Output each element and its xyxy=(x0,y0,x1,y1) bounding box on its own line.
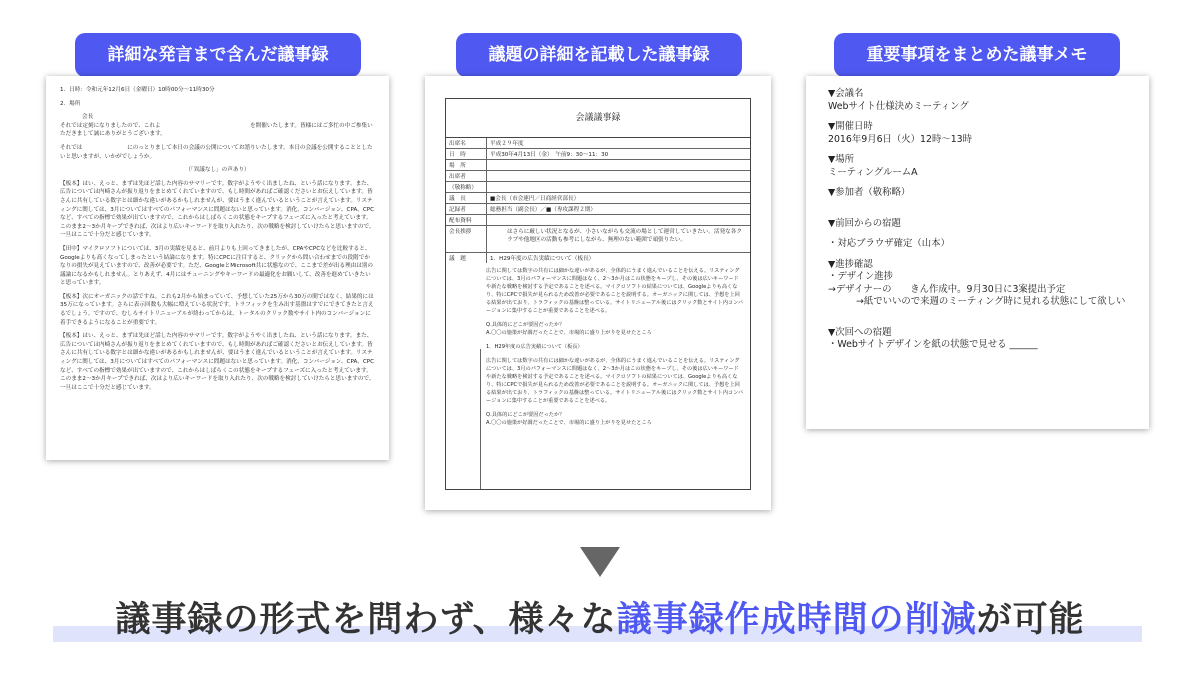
agenda-paragraph: 広告に関しては数字の共有には細かな違いがあるが、全体的にうまく進んでいることを伝える。リスティングについては、3月のパフォーマンスに問題はなく、2〜3か月はこの状態をキープし、その後は広いキーワードや新たな戦略を検討する予定であることを述べる。マイクロソフトの結果については、Googleよりも高くなり、特にCPCで損失が見られるため改善が必要であることを説明する。オーガニックに関しては、予想を上回る結果が出ており、トラフィックの基盤は整っている。サイトリニューアル後にはクリック数とサイト内コンバージョンに集中することが重要であることを述べる。 xyxy=(486,268,744,314)
form-value xyxy=(487,171,751,182)
caption-highlight: 議事録作成時間の削減 xyxy=(616,600,977,640)
form-key: 議 題 xyxy=(446,253,487,264)
agenda-minutes-document xyxy=(425,76,771,510)
memo-next-item: ・Webサイトデザインを紙の状態で見せる ______ xyxy=(828,339,1038,350)
doc1-line: 【板本】次にオーガニックの話ですね。これも2月から始まっていて、予想していた25万から30万の間ではなく、結果的には35万になっています。さらに表示回数も大幅に増えている状況です。トラフィックを生み出す基盤はすでにできてきたと言えるでしょう。ですので、むしろサイトリニューアルが終わってからは、トータルのクリック数やサイト内のコンバージョンに着手できるようになることが重要です。 xyxy=(60,293,374,326)
doc1-line: 1．日時：令和元年12月6日（金曜日）10時00分〜11時30分 xyxy=(60,87,215,93)
form-key: 出席名 xyxy=(446,138,487,149)
doc1-line: 2．場所 xyxy=(60,100,81,107)
memo-heading-name: ▼会議名 xyxy=(828,88,864,99)
doc1-line: それでは にのっとりまして本日の会議の公開についてお諮りいたします。本日の会議を公開することとしたいと思いますが、いかがでしょうか。 xyxy=(60,144,373,160)
form-key: 日 時 xyxy=(446,149,487,160)
form-key: 会長挨拶 xyxy=(446,226,487,253)
doc1-line: （「異議なし」の声あり） xyxy=(185,167,250,174)
doc1-line: 会長 xyxy=(82,114,94,121)
down-arrow-icon xyxy=(580,547,620,577)
form-key: 配布資料 xyxy=(446,215,487,226)
memo-date: 2016年9月6日（火）12時〜13時 xyxy=(828,133,973,145)
form-key: 議 長 xyxy=(446,193,487,204)
agenda-paragraph: Q.具体的にどこが要因だったか？ A.〇〇の施策が好調だったことで、市場的に盛り上がりを見せたところ xyxy=(486,322,652,336)
memo-heading-progress: ▼進捗確認 xyxy=(828,258,873,270)
memo-heading-prev: ▼前回からの宿題 xyxy=(828,217,901,229)
form-value: はさらに厳しい状況となるが、小さいながらも交流の場として運営していきたい。活発な各クラブや他地区の活動も参考にしながら、無理のない範囲で頑張りたい。 xyxy=(487,226,751,253)
memo-meeting-name: Webサイト仕様決めミーティング xyxy=(828,100,969,112)
form-value: 平成30年4月13日（金） 午前9：30〜11：30 xyxy=(487,149,751,160)
form-value xyxy=(487,160,751,171)
form-value xyxy=(487,182,751,193)
form-value: 1．H29年度の広告実績について（板長） xyxy=(490,256,595,262)
form-key: 記録者 xyxy=(446,204,487,215)
form-table xyxy=(446,138,750,263)
memo-heading-attendees: ▼参加者（敬称略） xyxy=(828,187,911,198)
form-title: 会議議事録 xyxy=(446,99,750,138)
form-key: （敬称略） xyxy=(446,182,487,193)
memo-heading-next: ▼次回への宿題 xyxy=(828,326,892,338)
form-key: 出席者 xyxy=(446,171,487,182)
form-key: 場 所 xyxy=(446,160,487,171)
agenda-paragraph: 広告に関しては数字の共有には細かな違いがあるが、全体的にうまく進んでいることを伝える。リスティングについては、3月のパフォーマンスに問題はなく、2〜3か月はこの状態をキープし、その後は広いキーワードや新たな戦略を検討する予定であることを述べる。マイクロソフトの結果については、Googleよりも高くなり、特にCPCで損失が見られるため改善が必要であることを説明する。オーガニックに関しては、予想を上回る結果が出ており、トラフィックの基盤は整っている。サイトリニューアル後にはクリック数とサイト内コンバージョンに集中することが重要であることを述べる。 xyxy=(486,358,744,404)
detailed-minutes-document xyxy=(46,76,389,460)
caption xyxy=(0,592,1200,642)
meeting-memo-document xyxy=(806,76,1149,429)
form-value: ■会長（市会連円／日商経営部長） xyxy=(487,193,751,204)
memo-progress-item: ・デザイン進捗 xyxy=(828,271,893,282)
doc1-line: 【板本】はい、えっと、まずは先ほど話した内容のサマリーです。数字がようやく出ましたね、という話になります。また、広告については内崎さんが振り返りをまとめてくれていますので、もし時間があればご確認くださいとお伝えしています。皆さんに共有している数字とは細かな違いがあるかもしれませんが、要はうまく進んでいるということが言えています。リスティングに関しては、3月についてはすべてのパフォーマンスに問題はないと思っています。消化、コンバージョン、CPA、CPCなど、すべての指標で効果が出ていますので、これからはしばらくこの状態をキープするフェーズに入ったと考えています。このまま2〜3か月キープできれば、次はより広いキーワードを取り入れたり、次の戦略を検討していけたらと思いますので、一旦はここで十分だと感じています。 xyxy=(60,333,375,391)
agenda-paragraph: Q.具体的にどこが要因だったか？ A.〇〇の施策が好調だったことで、市場的に盛り上がりを見せたところ xyxy=(486,412,652,426)
doc1-line: 【板本】はい、えっと、まずは先ほど話した内容のサマリーです。数字がようやく出ましたね、という話になります。また、広告については内崎さんが振り返りをまとめてくれていますので、もし時間があればご確認くださいとお伝えしています。皆さんに共有している数字とは細かな違いがあるかもしれませんが、要はうまく進んでいるということが言えています。リスティングに関しては、3月についてはすべてのパフォーマンスに問題はないと思っています。消化、コンバージョン、CPA、CPCなど、すべての指標で効果が出ていますので、これからはしばらくこの状態をキープするフェーズに入ったと考えています。このまま2〜3か月キープできれば、次はより広いキーワードを取り入れたり、次の戦略を検討していけたらと思いますので、一旦はここで十分だと感じています。 xyxy=(60,180,375,239)
memo-prev-item: ・対応ブラウザ確定（山本） xyxy=(828,238,950,249)
minutes-form xyxy=(445,98,751,490)
form-value xyxy=(487,215,751,226)
memo-place: ミーティングルームA xyxy=(828,166,918,178)
memo-heading-date: ▼開催日時 xyxy=(828,121,873,132)
agenda-body xyxy=(446,263,750,427)
doc1-line: それでは定刻になりましたので、これよ を開催いたします。皆様にはご多忙の中ご参集いただきまして誠にありがとうございます。 xyxy=(60,122,373,138)
caption-part1: 議事録の形式を問わず、様々な xyxy=(115,600,617,640)
memo-progress-item: →デザイナーの きん作成中。9月30日に3案提出予定 xyxy=(828,283,1066,295)
memo-heading-place: ▼場所 xyxy=(828,154,854,165)
column-divider xyxy=(480,349,481,489)
detailed-minutes-label: 詳細な発言まで含んだ議事録 xyxy=(75,33,361,77)
caption-part2: が可能 xyxy=(976,600,1085,640)
memo-progress-item: →紙でいいので来週のミーティング時に見れる状態にして欲しい xyxy=(856,296,1126,307)
agenda-paragraph: 1．H29年度の広告実績について（板長） xyxy=(486,344,583,350)
doc1-line: 【田中】マイクロソフトについては、3月の実績を見ると、前月よりも上回ってきましたが、CPAやCPCなどを比較すると、Googleよりも高くなってしまったという結論になります。特にCPCに注目すると、クリックから問い合わせまでの段階でかなりの損失が見えていますので、改善が必要です。ただ、GoogleとMicrosoft共に状態なので、ここまで差が出る理由は別の議論になるかもしれません。とりあえず、4月にはチューニングやキーワードの最適化をお願いして、改善を進めていきたいと思っています。 xyxy=(60,245,374,287)
memo-label: 重要事項をまとめた議事メモ xyxy=(834,33,1120,77)
agenda-minutes-label: 議題の詳細を記載した議事録 xyxy=(456,33,742,77)
form-value: 平成２９年度 xyxy=(487,138,751,149)
form-value: 総務担当（副会長）／■（専攻課程２期） xyxy=(487,204,751,215)
